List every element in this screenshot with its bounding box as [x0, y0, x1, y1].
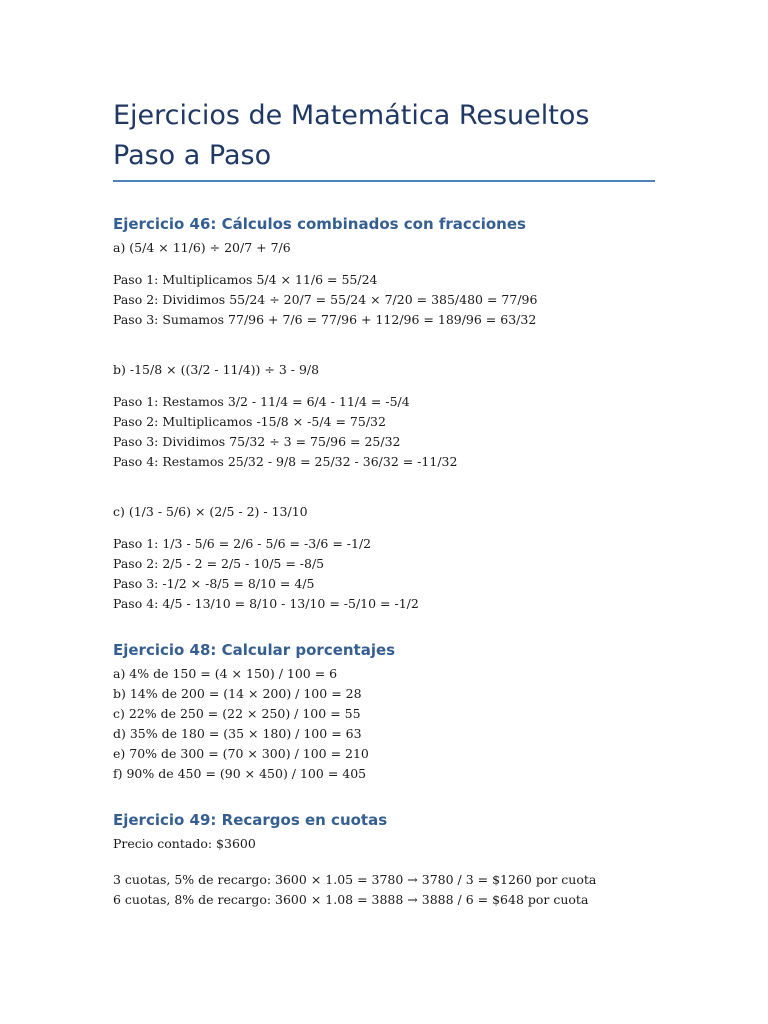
title-line-1: Ejercicios de Matemática Resueltos	[113, 100, 590, 131]
section-heading: Ejercicio 46: Cálculos combinados con fracciones	[113, 215, 526, 233]
step-line: Paso 3: -1/2 × -8/5 = 8/10 = 4/5	[113, 576, 315, 591]
step-line: Paso 3: Dividimos 75/32 ÷ 3 = 75/96 = 25/32	[113, 434, 401, 449]
section-heading: Ejercicio 49: Recargos en cuotas	[113, 811, 388, 829]
step-line: Paso 2: Dividimos 55/24 ÷ 20/7 = 55/24 × 7/20 = 385/480 = 77/96	[113, 292, 538, 307]
step-line: Paso 2: Multiplicamos -15/8 × -5/4 = 75/32	[113, 414, 386, 429]
problem-statement: c) (1/3 - 5/6) × (2/5 - 2) - 13/10	[113, 504, 308, 519]
document-body	[113, 210, 673, 910]
problem-statement: a) (5/4 × 11/6) ÷ 20/7 + 7/6	[113, 240, 291, 255]
title-divider	[113, 180, 655, 182]
percentage-line: e) 70% de 300 = (70 × 300) / 100 = 210	[113, 746, 369, 761]
step-line: Paso 4: 4/5 - 13/10 = 8/10 - 13/10 = -5/10 = -1/2	[113, 596, 419, 611]
installment-line: 3 cuotas, 5% de recargo: 3600 × 1.05 = 3780 → 3780 / 3 = $1260 por cuota	[113, 872, 597, 887]
step-line: Paso 2: 2/5 - 2 = 2/5 - 10/5 = -8/5	[113, 556, 325, 571]
step-line: Paso 1: 1/3 - 5/6 = 2/6 - 5/6 = -3/6 = -1/2	[113, 536, 372, 551]
step-line: Paso 3: Sumamos 77/96 + 7/6 = 77/96 + 112/96 = 189/96 = 63/32	[113, 312, 537, 327]
cash-price-line: Precio contado: $3600	[113, 836, 256, 851]
step-line: Paso 4: Restamos 25/32 - 9/8 = 25/32 - 36/32 = -11/32	[113, 454, 458, 469]
problem-statement: b) -15/8 × ((3/2 - 11/4)) ÷ 3 - 9/8	[113, 362, 320, 377]
step-line: Paso 1: Restamos 3/2 - 11/4 = 6/4 - 11/4 = -5/4	[113, 394, 410, 409]
percentage-line: d) 35% de 180 = (35 × 180) / 100 = 63	[113, 726, 362, 741]
document-title	[113, 96, 673, 176]
title-line-2: Paso a Paso	[113, 140, 272, 171]
step-line: Paso 1: Multiplicamos 5/4 × 11/6 = 55/24	[113, 272, 378, 287]
installment-line: 6 cuotas, 8% de recargo: 3600 × 1.08 = 3888 → 3888 / 6 = $648 por cuota	[113, 892, 589, 907]
section-ejercicio-46	[113, 210, 673, 614]
percentage-line: f) 90% de 450 = (90 × 450) / 100 = 405	[113, 766, 367, 781]
percentage-line: a) 4% de 150 = (4 × 150) / 100 = 6	[113, 666, 338, 681]
section-heading: Ejercicio 48: Calcular porcentajes	[113, 641, 396, 659]
percentage-line: c) 22% de 250 = (22 × 250) / 100 = 55	[113, 706, 361, 721]
section-ejercicio-49	[113, 806, 673, 910]
percentage-line: b) 14% de 200 = (14 × 200) / 100 = 28	[113, 686, 362, 701]
section-ejercicio-48	[113, 636, 673, 784]
